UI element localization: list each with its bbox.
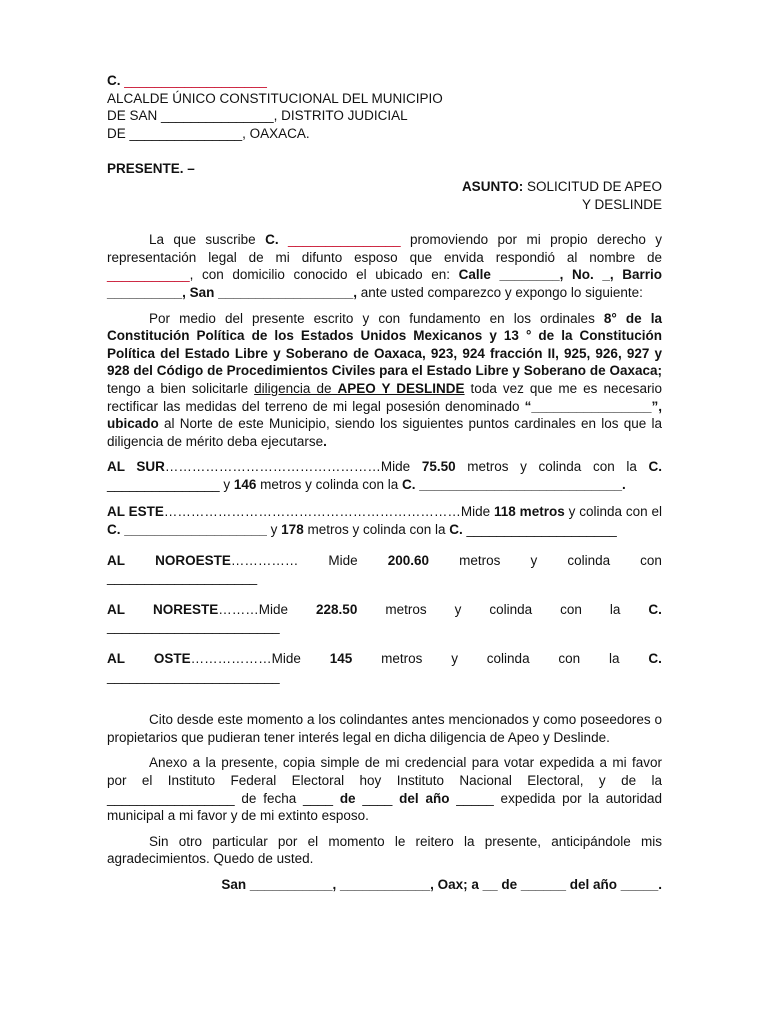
asunto-line2: Y DESLINDE	[581, 196, 662, 212]
firma-line: San ___________, ____________, Oax; a __ de ______ del año _____.	[221, 876, 662, 892]
recipient-c-label: C.	[107, 73, 121, 88]
cito-paragraph: Cito desde este momento a los colindantes antes mencionados y como poseedores o propietarios que pudieran tener interés legal en dicha diligencia de Apeo y Deslinde.	[107, 712, 662, 745]
fundamento-paragraph: Por medio del presente escrito y con fundamento en los ordinales 8° de la Constitución Política de los Estados Unidos Mexicanos y 13 ° de la Constitución Política del Estado Libre y Soberano de Oaxaca, 923, 924 fracción II, 925, 926, 927 y 928 del Código de Procedimientos Civiles para el Estado Libre y Soberano de Oaxaca; tengo a bien solicitarle diligencia de APEO Y DESLINDE toda vez que me es necesario rectificar las medidas del terreno de mi legal posesión denominado “________________”, ubicado al Norte de este Municipio, siendo los siguientes puntos cardinales en los que la diligencia de mérito deba ejecutarse.	[107, 310, 662, 449]
asunto-line: ASUNTO: SOLICITUD DE APEO	[461, 178, 662, 194]
intro-paragraph: La que suscribe C. _______________ promoviendo por mi propio derecho y representación legal de mi difunto esposo que envida respondió al nombre de ___________, con domicilio conocido el ubicado en: Calle ________, No. _, Barrio __________, San __________________, ante usted comparezco y expongo lo siguiente:	[107, 232, 663, 300]
recipient-name-line	[107, 72, 662, 90]
recipient-title-line3: DE _______________, OAXACA.	[107, 125, 310, 141]
boundary-noroeste: AL NOROESTE…………… Mide 200.60 metros y colinda con	[107, 552, 662, 568]
oste-blank: _______________________	[107, 668, 280, 684]
recipient-blank: ___________________	[124, 73, 267, 88]
boundary-oste: AL OSTE………………Mide 145 metros y colinda con la C.	[107, 651, 662, 667]
recipient-title-line1: ALCALDE ÚNICO CONSTITUCIONAL DEL MUNICIPIO	[107, 90, 443, 106]
presente-heading: PRESENTE. –	[107, 161, 195, 177]
noreste-blank: _______________________	[107, 619, 280, 635]
document-page	[107, 72, 662, 894]
anexo-paragraph: Anexo a la presente, copia simple de mi credencial para votar expedida a mi favor por el Instituto Federal Electoral hoy Instituto Nacional Electoral, y de la _________________ de fecha ____ de ____ del año _____ expedida por la autoridad municipal a mi favor y de mi extinto esposo.	[107, 755, 662, 824]
boundary-noreste: AL NORESTE………Mide 228.50 metros y colinda con la C.	[107, 601, 662, 617]
recipient-title-line2: DE SAN _______________, DISTRITO JUDICIAL	[107, 108, 408, 124]
noroeste-blank: ____________________	[107, 570, 258, 586]
cierre-paragraph: Sin otro particular por el momento le reitero la presente, anticipándole mis agradecimientos. Quedo de usted.	[107, 833, 662, 867]
boundary-sur: AL SUR…………………………………………Mide 75.50 metros y colinda con la C. _______________ y 146 metros y colinda con la C. ___________________________.	[107, 459, 662, 492]
boundary-este: AL ESTE…………………………………………………………Mide 118 metros y colinda con el C. ___________________ y 178 metros y colinda con la C. ____________________	[107, 504, 663, 538]
